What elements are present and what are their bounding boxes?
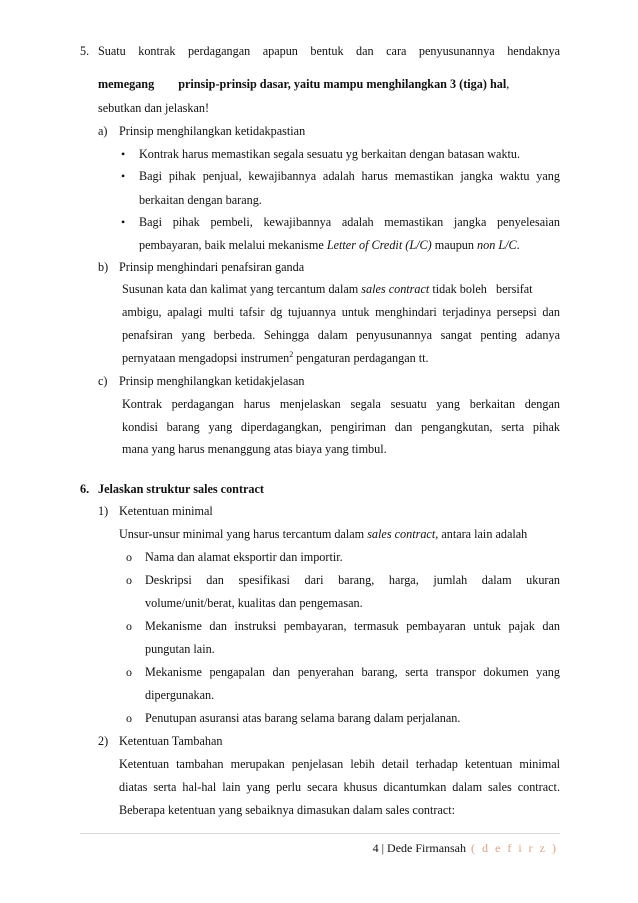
section-5-question-line-1: Suatu kontrak perdagangan apapun bentuk dan cara penyusunannya hendaknya: [98, 44, 560, 58]
list-item: Deskripsi dan spesifikasi dari barang, harga, jumlah dalam ukuran: [145, 573, 560, 587]
bullet-text-continued: berkaitan dengan barang.: [139, 193, 262, 207]
subsection-2-title: Ketentuan Tambahan: [119, 734, 223, 748]
section-5-number: 5.: [80, 44, 90, 58]
list-item: Mekanisme dan instruksi pembayaran, termasuk pembayaran untuk pajak dan: [145, 619, 560, 633]
bullet-text-continued: [139, 237, 520, 253]
italic-text: sales contract: [367, 527, 436, 541]
subsection-1-label: 1): [98, 504, 109, 518]
italic-text: sales contract: [361, 282, 430, 296]
list-item-continued: dipergunakan.: [145, 688, 215, 702]
section-5-question-line-3: sebutkan dan jelaskan!: [98, 101, 210, 115]
subsection-2-label: 2): [98, 734, 109, 748]
paragraph-line: kondisi barang yang diperdagangkan, pengiriman dan pengangkutan, serta pihak: [122, 420, 560, 434]
item-c-title: Prinsip menghilangkan ketidakjelasan: [119, 374, 305, 388]
bullet-text: Kontrak harus memastikan segala sesuatu yg berkaitan dengan batasan waktu.: [139, 147, 521, 161]
list-item: Nama dan alamat eksportir dan importir.: [145, 550, 343, 564]
circle-bullet-icon: o: [126, 665, 132, 679]
paragraph-line: penafsiran yang berbeda. Sehingga dalam penyusunannya sangat penting adanya: [122, 328, 560, 342]
bold-text: memegang: [98, 77, 155, 91]
text: Susunan kata dan kalimat yang tercantum dalam: [122, 282, 362, 296]
bullet-text: Bagi pihak penjual, kewajibannya adalah harus memastikan jangka waktu yang: [139, 169, 560, 183]
page-footer: [373, 840, 558, 856]
italic-text: Letter of Credit (L/C): [326, 238, 432, 252]
bullet-icon: •: [121, 147, 126, 161]
section-6-number: 6.: [80, 482, 90, 496]
superscript: 2: [289, 349, 294, 359]
circle-bullet-icon: o: [126, 573, 132, 587]
paragraph-line: mana yang harus menanggung atas biaya yang timbul.: [122, 442, 387, 456]
circle-bullet-icon: o: [126, 619, 132, 633]
list-item: Penutupan asuransi atas barang selama barang dalam perjalanan.: [145, 711, 461, 725]
bullet-icon: •: [121, 215, 126, 229]
item-a-label: a): [98, 124, 108, 138]
item-c-label: c): [98, 374, 108, 388]
paragraph-line: ambigu, apalagi multi tafsir dg tujuannya untuk menghindari terjadinya persepsi dan: [122, 305, 560, 319]
paragraph-line: diatas serta hal-hal lain yang perlu secara khusus dicantumkan dalam sales contract.: [119, 780, 560, 794]
comma: ,: [506, 77, 510, 91]
item-b-label: b): [98, 260, 109, 274]
item-b-title: Prinsip menghindari penafsiran ganda: [119, 260, 305, 274]
list-item-continued: pungutan lain.: [145, 642, 215, 656]
paragraph-line: [122, 281, 533, 297]
text: pembayaran, baik melalui mekanisme: [139, 238, 327, 252]
paragraph-line: Ketentuan tambahan merupakan penjelasan lebih detail terhadap ketentuan minimal: [119, 757, 560, 771]
list-item: Mekanisme pengapalan dan penyerahan barang, serta transpor dokumen yang: [145, 665, 560, 679]
footer-brand: ( d e f i r z ): [466, 841, 558, 855]
list-item-continued: volume/unit/berat, kualitas dan pengemasan.: [145, 596, 363, 610]
page-number: 4: [372, 841, 379, 855]
text: pernyataan mengadopsi instrumen: [122, 351, 290, 365]
text: , antara lain adalah: [435, 527, 528, 541]
circle-bullet-icon: o: [126, 550, 132, 564]
subsection-1-title: Ketentuan minimal: [119, 504, 213, 518]
paragraph-line: [122, 350, 429, 366]
bullet-icon: •: [121, 169, 126, 183]
bullet-text: Bagi pihak pembeli, kewajibannya adalah memastikan jangka penyelesaian: [139, 215, 560, 229]
subsection-1-intro: [119, 526, 527, 542]
item-a-title: Prinsip menghilangkan ketidakpastian: [119, 124, 306, 138]
text: pengaturan perdagangan tt.: [293, 351, 429, 365]
footer-divider: [80, 833, 560, 834]
footer-author: Dede Firmansah: [387, 841, 467, 855]
section-5-question-line-2: [98, 76, 509, 92]
text: Unsur-unsur minimal yang harus tercantum dalam: [119, 527, 368, 541]
paragraph-line: Beberapa ketentuan yang sebaiknya dimasukan dalam sales contract:: [119, 803, 456, 817]
text: .: [516, 238, 520, 252]
italic-text: non L/C: [477, 238, 517, 252]
footer-separator: |: [378, 841, 388, 855]
text: maupun: [431, 238, 478, 252]
circle-bullet-icon: o: [126, 711, 132, 725]
paragraph-line: Kontrak perdagangan harus menjelaskan segala sesuatu yang berkaitan dengan: [122, 397, 560, 411]
section-6-title: Jelaskan struktur sales contract: [98, 482, 264, 496]
bold-text: prinsip-prinsip dasar, yaitu mampu menghilangkan 3 (tiga) hal: [178, 77, 507, 91]
text: tidak boleh bersifat: [429, 282, 533, 296]
